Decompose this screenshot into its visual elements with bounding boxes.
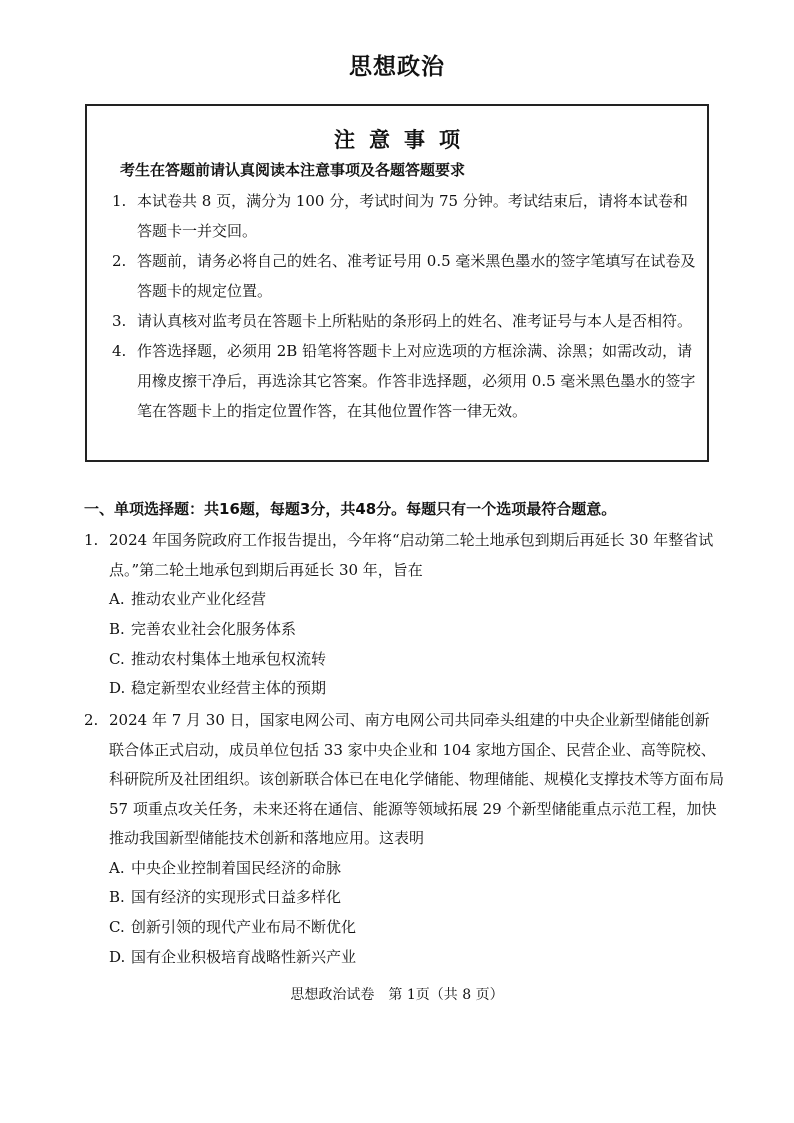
page-footer: 思想政治试卷 第 1页（共 8 页） bbox=[290, 987, 504, 1003]
option-d[interactable] bbox=[109, 943, 724, 973]
notice-item bbox=[112, 336, 697, 426]
option-d[interactable] bbox=[109, 674, 724, 704]
question-stem: 2024 年 7 月 30 日，国家电网公司、南方电网公司共同牵头组建的中央企业新型储能创新联合体正式启动，成员单位包括 33 家中央企业和 104 家地方国企、民营企业、高等院校、科研院所及社团组织。该创新联合体已在电化学储能、物理储能、规模化支撑技术等方面布局 57 项重点攻关任务，未来还将在通信、能源等领域拓展 29 个新型储能重点示范工程，加快推动我国新型储能技术创新和落地应用。这表明 bbox=[109, 711, 725, 848]
option-letter: B. bbox=[109, 619, 125, 638]
section-heading: 一、单项选择题：共16题，每题3分，共48分。每题只有一个选项最符合题意。 bbox=[84, 500, 617, 518]
option-text: 国有企业积极培育战略性新兴产业 bbox=[131, 948, 357, 967]
option-letter: C. bbox=[109, 649, 125, 668]
option-list bbox=[109, 585, 724, 704]
notice-item bbox=[112, 186, 697, 246]
option-c[interactable] bbox=[109, 645, 724, 675]
option-text: 推动农业产业化经营 bbox=[131, 590, 267, 608]
notice-item bbox=[112, 246, 697, 306]
option-text: 完善农业社会化服务体系 bbox=[131, 619, 297, 638]
option-letter: A. bbox=[109, 590, 125, 608]
question-list bbox=[84, 526, 724, 973]
option-letter: B. bbox=[109, 888, 125, 907]
option-a[interactable] bbox=[109, 854, 724, 884]
question-stem: 2024 年国务院政府工作报告提出，今年将“启动第二轮土地承包到期后再延长 30 年整省试点。”第二轮土地承包到期后再延长 30 年，旨在 bbox=[109, 531, 714, 579]
question-1 bbox=[84, 526, 724, 704]
option-b[interactable] bbox=[109, 883, 724, 913]
notice-subheading: 考生在答题前请认真阅读本注意事项及各题答题要求 bbox=[120, 161, 466, 179]
notice-heading: 注意事项 bbox=[334, 128, 474, 152]
notice-item-text: 作答选择题，必须用 2B 铅笔将答题卡上对应选项的方框涂满、涂黑；如需改动，请用橡皮擦干净后，再选涂其它答案。作答非选择题，必须用 0.5 毫米黑色墨水的签字笔在答题卡上的指定位置作答，在其他位置作答一律无效。 bbox=[137, 342, 696, 420]
notice-item-number: 3. bbox=[112, 312, 127, 330]
question-2 bbox=[84, 706, 724, 973]
question-number: 2. bbox=[84, 711, 99, 730]
option-text: 国有经济的实现形式日益多样化 bbox=[131, 888, 342, 907]
notice-item bbox=[112, 306, 697, 336]
option-letter: D. bbox=[109, 948, 126, 967]
option-a[interactable] bbox=[109, 585, 724, 615]
page-title: 思想政治 bbox=[349, 54, 445, 80]
option-b[interactable] bbox=[109, 615, 724, 645]
notice-list bbox=[112, 186, 697, 426]
option-letter: C. bbox=[109, 918, 125, 937]
question-number: 1. bbox=[84, 531, 99, 549]
notice-item-number: 2. bbox=[112, 252, 127, 270]
option-c[interactable] bbox=[109, 913, 724, 943]
option-text: 创新引领的现代产业布局不断优化 bbox=[131, 918, 357, 937]
option-letter: D. bbox=[109, 679, 126, 698]
notice-item-text: 本试卷共 8 页，满分为 100 分，考试时间为 75 分钟。考试结束后，请将本试卷和答题卡一并交回。 bbox=[137, 192, 688, 240]
notice-item-number: 4. bbox=[112, 342, 127, 360]
notice-item-text: 请认真核对监考员在答题卡上所粘贴的条形码上的姓名、准考证号与本人是否相符。 bbox=[137, 312, 693, 330]
notice-box bbox=[85, 104, 709, 462]
notice-item-text: 答题前，请务必将自己的姓名、准考证号用 0.5 毫米黑色墨水的签字笔填写在试卷及答题卡的规定位置。 bbox=[137, 252, 696, 300]
option-letter: A. bbox=[109, 858, 125, 877]
option-text: 推动农村集体土地承包权流转 bbox=[131, 649, 327, 668]
option-list bbox=[109, 854, 724, 973]
notice-item-number: 1. bbox=[112, 192, 127, 210]
option-text: 中央企业控制着国民经济的命脉 bbox=[131, 858, 342, 877]
option-text: 稳定新型农业经营主体的预期 bbox=[131, 679, 327, 698]
